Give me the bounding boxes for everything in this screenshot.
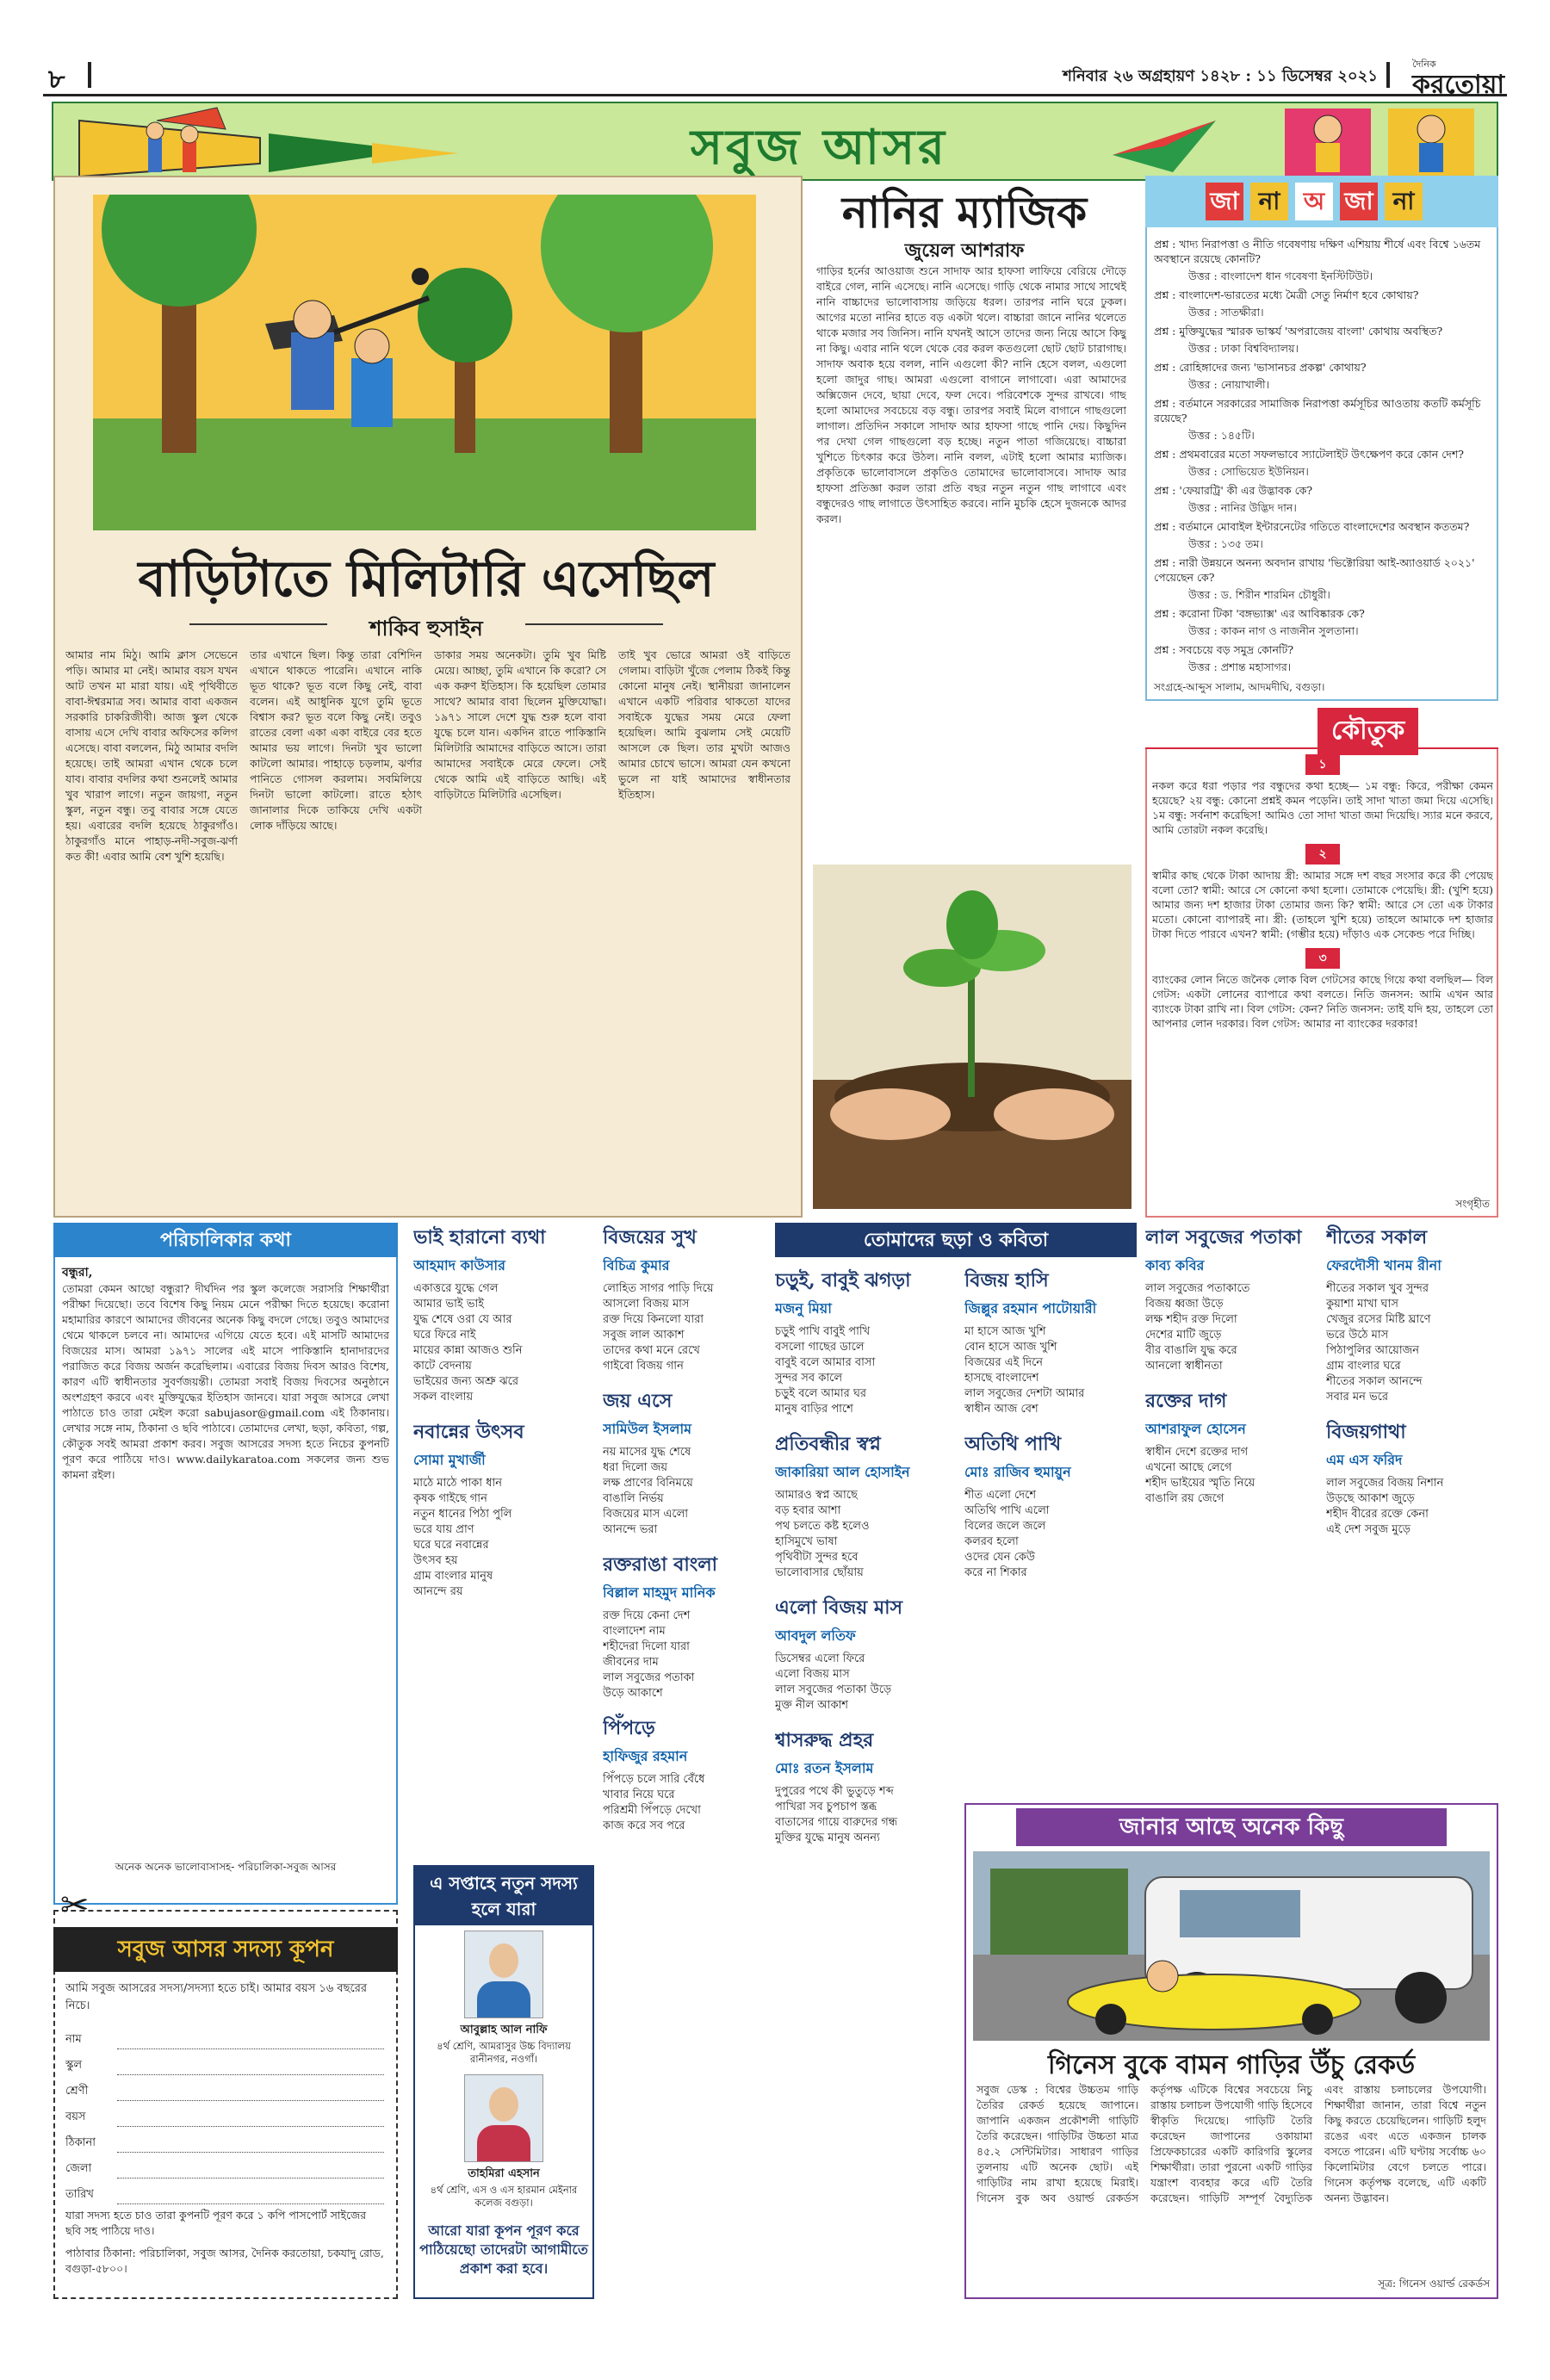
poem-author: আশরাফুল হোসেন xyxy=(1145,1421,1246,1437)
story1-author-rule-right xyxy=(525,623,663,625)
poem-title: নবান্নের উৎসব xyxy=(413,1421,524,1443)
quiz-answer: উত্তর : ঢাকা বিশ্ববিদ্যালয়। xyxy=(1188,342,1299,355)
member-name: তাহমিরা এহসান xyxy=(468,2167,540,2180)
new-members-title: এ সপ্তাহে নতুন সদস্য হলে যারা xyxy=(413,1865,594,1925)
coupon-field-line[interactable] xyxy=(117,2061,384,2075)
coupon-field-row xyxy=(65,2024,384,2049)
poems-column-4 xyxy=(964,1266,1137,1800)
page-number: ৮ xyxy=(48,65,65,95)
new-members-list xyxy=(418,1931,589,2218)
poem-title: ভাই হারানো ব্যথা xyxy=(413,1226,546,1249)
poem-author: মোঃ রতন ইসলাম xyxy=(775,1760,874,1776)
editor-note-text: তোমরা কেমন আছো বন্ধুরা? দীর্ঘদিন পর স্কুল কলেজে সরাসরি শিক্ষার্থীরা পরীক্ষা দিয়েছো। তবে বিশেষ কিছু নিয়ম মেনে পরীক্ষা দিতে হয়েছে। করোনা মহামারির কারণে আমাদের জীবনের অনেক কিছু বদলে গেছে। তবুও আমাদের থেমে থাকলে চলবে না। আমাদের এগিয়ে যেতে হবে। এই মাসটি আমাদের বিজয়ের মাস। আমরা ১৯৭১ সালের এই মাসে পাকিস্তানি হানাদারদের পরাজিত করে বিজয় অর্জন করেছিলাম। এবারের বিজয় দিবস আরও বিশেষ, কারণ এটি স্বাধীনতার সুবর্ণজয়ন্তী। তোমরা সবাই বিজয় দিবসের অনুষ্ঠানে অংশগ্রহণ করবে এবং মুক্তিযুদ্ধের ইতিহাস জানবে। যারা সবুজ আসরে লেখা পাঠাতে চাও তারা মেইল করো sabujasor@gmail.com এই ঠিকানায়। লেখার সঙ্গে নাম, ঠিকানা ও ছবি পাঠাবে। তোমাদের লেখা, ছড়া, কবিতা, গল্প, কৌতুক সবই আমরা প্রকাশ করব। সবুজ আসরের সদস্য হতে নিচের কুপনটি পূরণ করে পাঠিয়ে দাও। www.dailykaratoa.com সকলের জন্য শুভ কামনা রইল। xyxy=(62,1282,389,1481)
member-name: আবুল্লাহ আল নাফি xyxy=(460,2024,548,2036)
member-detail: ৪র্থ শ্রেণি, আমরাসুর উচ্চ বিদ্যালয় রানীনগর, নওগাঁ। xyxy=(437,2040,571,2065)
member-detail: ৪র্থ শ্রেণি, এস ও এস হারমান মেইনার কলেজ বগুড়া। xyxy=(430,2184,578,2209)
quiz-answer: উত্তর : প্রশান্ত মহাসাগর। xyxy=(1188,660,1292,673)
poem-title: বিজয়গাথা xyxy=(1326,1421,1406,1443)
joke-number: ২ xyxy=(1305,844,1340,865)
quiz-question: প্রশ্ন : বর্তমানে সরকারের সামাজিক নিরাপত্তা কর্মসূচির আওতায় কতটি কর্মসূচি রয়েছে? xyxy=(1154,397,1481,425)
story1-col3: ডাকার সময় অনেকটা। তুমি খুব মিষ্টি মেয়ে। আচ্ছা, তুমি এখানে কি করো? সে এক করুণ ইতিহাস। কি হয়েছিল তোমার সাথে? আমার বাবা ছিলেন মুক্তিযোদ্ধা। ১৯৭১ সালে দেশে যুদ্ধ শুরু হলে বাবা যুদ্ধে চলে যান। একদিন রাতে পাকিস্তানি মিলিটারি আমাদের বাড়িতে আসে। তারা আমাদের সবাইকে মেরে ফেলে। সেই থেকে আমি এই বাড়িতে আছি। এই বাড়িটাতে মিলিটারি এসেছিল। xyxy=(434,648,606,801)
poem xyxy=(775,1593,956,1714)
coupon-field-line[interactable] xyxy=(117,2190,384,2204)
jokes-title: কৌতুক xyxy=(1318,708,1418,755)
poem-lines: মা হাসে আজ খুশি বোন হাসে আজ খুশি বিজয়ের এই দিনে হাসছে বাংলাদেশ লাল সবুজের দেশটা আমার স্বাধীন আজ বেশ xyxy=(964,1325,1085,1416)
quiz-item xyxy=(1154,237,1491,283)
quiz-question: প্রশ্ন : করোনা টিকা 'বঙ্গভ্যাক্স' এর আবিষ্কারক কে? xyxy=(1154,607,1365,620)
member-photo xyxy=(464,2074,543,2162)
coupon-field-label: জেলা xyxy=(65,2162,92,2175)
joke-text: নকল করে ধরা পড়ার পর বন্ধুদের কথা হচ্ছে— ১ম বন্ধু: কিরে, পরীক্ষা কেমন হয়েছে? ২য় বন্ধু: কোনো প্রশ্নই কমন পড়েনি। তাই সাদা খাতা জমা দিয়ে এসেছি। ১ম বন্ধু: সর্বনাশ করেছিস! আমিও তো সাদা খাতা জমা দিয়েছি। স্যার মনে করবে, আমি তোরটা নকল করেছি। xyxy=(1152,779,1493,836)
coupon-field-label: বয়স xyxy=(65,2110,86,2123)
poem-title: অতিথি পাখি xyxy=(964,1433,1062,1455)
facts-headline: গিনেস বুকে বামন গাড়ির উঁচু রেকর্ড xyxy=(1047,2050,1416,2080)
poem xyxy=(775,1726,956,1846)
coupon-field-label: নাম xyxy=(65,2033,82,2046)
poem xyxy=(1145,1223,1318,1374)
story2-title: নানির ম্যাজিক xyxy=(841,187,1088,238)
sabuj-asor-banner xyxy=(52,102,1498,181)
story2-plant-photo xyxy=(813,865,1132,1209)
poem xyxy=(603,1550,766,1701)
facts-banner: জানার আছে অনেক কিছু xyxy=(1016,1808,1447,1846)
quiz-title-ja: জা xyxy=(1206,183,1243,220)
poem xyxy=(413,1417,594,1600)
quiz-answer: উত্তর : সাতক্ষীরা। xyxy=(1188,306,1264,319)
poem-lines: নয় মাসের যুদ্ধ শেষে ধরা দিলো জয় লক্ষ প্রাণের বিনিময়ে বাঙালি নির্ভয় বিজয়ের মাস এলো আনন্দে ভরা xyxy=(603,1446,693,1536)
page-header xyxy=(43,57,1507,100)
kids-illustration-right xyxy=(1268,103,1491,181)
coupon-field-line[interactable] xyxy=(117,2086,384,2101)
quiz-title-na: না xyxy=(1250,183,1288,220)
quiz-list xyxy=(1154,234,1491,682)
coupon-field-label: তারিখ xyxy=(65,2188,94,2201)
poems-column-5 xyxy=(1145,1223,1318,1877)
member-shirt xyxy=(477,1981,530,2017)
quiz-item xyxy=(1154,519,1491,551)
poem-author: ফেরদৌসী খানম রীনা xyxy=(1326,1257,1442,1274)
poems-column-6 xyxy=(1326,1223,1498,1877)
story1-author: শাকিব হুসাইন xyxy=(369,616,483,641)
editor-note-closing: অনেক অনেক ভালোবাসাসহ- পরিচালিকা-সবুজ আসর xyxy=(115,1861,337,1873)
quiz-item xyxy=(1154,447,1491,479)
poem-lines: পিঁপড়ে চলে সারি বেঁধে খাবার নিয়ে ঘরে পরিশ্রমী পিঁপড়ে দেখো কাজ করে সব পরে xyxy=(603,1773,705,1832)
quiz-item xyxy=(1154,288,1491,319)
poem-author: এম এস ফরিদ xyxy=(1326,1452,1403,1468)
coupon-field-row xyxy=(65,2049,384,2075)
poem-lines: লাল সবুজের পতাকাতে বিজয় ধ্বজা উড়ে লক্ষ শহীদ রক্ত দিলো দেশের মাটি জুড়ে বীর বাঙালি যুদ্ধ করে আনলো স্বাধীনতা xyxy=(1145,1282,1250,1373)
story1-col2: তার এখানে ছিল। কিন্তু তারা বেশিদিন এখানে থাকতে পারেনি। এখানে নাকি ভূত থাকে? ভূত বলে কিছু নেই, বাবা বলেন। এই আধুনিক যুগে তুমি ভূতে বিশ্বাস কর? ভূত বলে কিছু নেই। তবুও রাতের বেলা একা একা বাইরে বের হতে আমার ভয় লাগে। দিনটা খুব ভালো কাটলো আমার। পাহাড়ে চড়লাম, ঝর্ণার পানিতে গোসল করলাম। সবমিলিয়ে দিনটা ভালো কাটলো। রাতে হঠাৎ জানালার দিকে তাকিয়ে দেখি একটা লোক দাঁড়িয়ে আছে। xyxy=(250,648,422,832)
poem xyxy=(603,1223,766,1374)
poem-lines: শীত এলো দেশে অতিথি পাখি এলো বিলের জলে জলে কলরব হলো ওদের যেন কেউ করে না শিকার xyxy=(964,1489,1050,1579)
poem-author: জাকারিয়া আল হোসাইন xyxy=(775,1464,910,1480)
coupon-field-line[interactable] xyxy=(117,2138,384,2153)
facts-source: সূত্র: গিনেস ওয়ার্ল্ড রেকর্ডস xyxy=(1378,2278,1490,2290)
poem-author: মোঃ রাজিব হুমায়ুন xyxy=(964,1464,1071,1480)
poem-title: শীতের সকাল xyxy=(1326,1226,1428,1249)
poems-column-1 xyxy=(413,1223,594,1860)
poem-lines: আমারও স্বপ্ন আছে বড় হবার আশা পথ চলতে কষ্ট হলেও হাসিমুখে ভাষা পৃথিবীটা সুন্দর হবে ভালোবাসার ছোঁয়ায় xyxy=(775,1489,870,1579)
joke-item xyxy=(1152,844,1493,941)
jokes-header xyxy=(1145,706,1498,749)
quiz-title-ja2: জা xyxy=(1340,183,1378,220)
quiz-question: প্রশ্ন : 'ফেয়ারট্রি' কী এর উদ্ভাবক কে? xyxy=(1154,484,1313,497)
quiz-item xyxy=(1154,396,1491,443)
jokes-credit: সংগৃহীত xyxy=(1455,1198,1490,1210)
quiz-question: প্রশ্ন : রোহিঙ্গাদের জন্য 'ভাসানচর প্রকল্প' কোথায়? xyxy=(1154,361,1367,374)
coupon-field-row xyxy=(65,2101,384,2127)
facts-text: সবুজ ডেস্ক : বিশ্বের উচ্চতম গাড়ি তৈরির রেকর্ড হয়েছে জাপানে। জাপানি একজন প্রকৌশলী গাড়িটি তৈরি করেছেন। গাড়িটির উচ্চতা মাত্র ৪৫.২ সেন্টিমিটার। সাধারণ গাড়ির তুলনায় এটি অনেক ছোট। এই গাড়িটির নাম রাখা হয়েছে মিরাই। গিনেস বুক অব ওয়ার্ল্ড রেকর্ডস কর্তৃপক্ষ এটিকে বিশ্বের সবচেয়ে নিচু রাস্তায় চলাচল উপযোগী গাড়ি হিসেবে স্বীকৃতি দিয়েছে। গাড়িটি তৈরি করেছেন জাপানের ওকায়ামা প্রিফেকচারের একটি কারিগরি স্কুলের শিক্ষার্থীরা। তারা পুরনো একটি গাড়ির যন্ত্রাংশ ব্যবহার করে এটি তৈরি করেছেন। গাড়িটি সম্পূর্ণ বৈদ্যুতিক এবং রাস্তায় চলাচলের উপযোগী। শিক্ষার্থীরা জানান, তারা বিশ্বে নতুন কিছু করতে চেয়েছিলেন। গাড়িটি হলুদ রঙের এবং এতে একজন চালক বসতে পারেন। এটি ঘণ্টায় সর্বোচ্চ ৬০ কিলোমিটার বেগে চলতে পারে। গিনেস কর্তৃপক্ষ বলেছে, এটি একটি অনন্য উদ্ভাবন। xyxy=(976,2083,1486,2204)
quiz-item xyxy=(1154,483,1491,515)
poem xyxy=(775,1266,956,1417)
quiz-item xyxy=(1154,324,1491,356)
poem-title: রক্তরাঙা বাংলা xyxy=(603,1553,717,1576)
editor-note-title: পরিচালিকার কথা xyxy=(53,1223,398,1257)
story1-title: বাড়িটাতে মিলিটারি এসেছিল xyxy=(138,549,715,608)
poem-title: বিজয় হাসি xyxy=(964,1269,1049,1292)
poem-title: চড়ুই, বাবুই ঝগড়া xyxy=(775,1269,911,1292)
joke-number: ৩ xyxy=(1305,948,1340,969)
poem-title: জয় এসে xyxy=(603,1390,673,1412)
member-face xyxy=(489,2087,518,2122)
poem xyxy=(413,1223,594,1405)
coupon-field-row xyxy=(65,2075,384,2101)
story1-col4: তাই খুব ভোরে আমরা ওই বাড়িতে গেলাম। বাড়িটা খুঁজে পেলাম ঠিকই কিন্তু কোনো মানুষ নেই। স্থানীয়রা জানালেন এখানে একটি পরিবার থাকতো যাদের সবাইকে যুদ্ধের সময় মেরে ফেলা হয়েছিল। আমি বুঝলাম সেই মেয়েটি আসলে কে ছিল। তার মুখটা আজও আমার চোখে ভাসে। আমরা যেন কখনো ভুলে না যাই আমাদের স্বাধীনতার ইতিহাস। xyxy=(618,648,790,801)
paper-plane-icon xyxy=(1113,112,1216,172)
poem-author: আহমাদ কাউসার xyxy=(413,1257,505,1274)
coupon-field-label: শ্রেণী xyxy=(65,2085,89,2098)
poem-title: বিজয়ের সুখ xyxy=(603,1226,697,1249)
poem-author: সামিউল ইসলাম xyxy=(603,1421,691,1437)
poem-author: হাফিজুর রহমান xyxy=(603,1748,688,1764)
poems-column-3 xyxy=(775,1266,956,2299)
quiz-item xyxy=(1154,555,1491,602)
coupon-field-label: স্কুল xyxy=(65,2059,83,2072)
new-members-cta: আরো যারা কূপন পূরণ করে পাঠিয়েছো তাদেরটা আগামীতে প্রকাশ করা হবে। xyxy=(419,2222,588,2277)
poem-title: প্রতিবন্ধীর স্বপ্ন xyxy=(775,1433,881,1455)
poem-lines: দুপুরের পথে কী ভুতুড়ে শব্দ পাখিরা সব চুপচাপ স্তব্ধ বাতাসের গায়ে বারুদের গন্ধ মুক্তির যুদ্ধে মানুষ অনন্য xyxy=(775,1785,898,1844)
joke-text: স্বামীর কাছ থেকে টাকা আদায় স্ত্রী: আমার সঙ্গে দশ বছর সংসার করে কী পেয়েছ বলো তো? স্বামী: আরে সে কোনো কথা হলো। তোমাকে পেয়েছি। স্ত্রী: (খুশি হয়ে) আমার জন্য দশ হাজার টাকা তোমার জন্য কি? স্বামী: আরে সে তো এক টাকার মতো। কোনো ব্যাপারই না। স্ত্রী: (তাহলে খুশি হয়ে) তাহলে আমাকে দশ হাজার টাকা দিতে পারবে এখন? স্বামী: (গম্ভীর হয়ে) দাঁড়াও এক সেকেন্ড পরে দিচ্ছি। xyxy=(1152,869,1493,940)
poem-author: কাব্য কবির xyxy=(1145,1257,1205,1274)
poem-lines: শীতের সকাল খুব সুন্দর কুয়াশা মাখা ঘাস খেজুর রসের মিষ্টি ঘ্রাণে ভরে উঠে মাস পিঠাপুলির আয়োজন গ্রাম বাংলার ঘরে শীতের সকাল আনন্দে সবার মন ভরে xyxy=(1326,1282,1431,1404)
poem-lines: স্বাধীন দেশে রক্তের দাগ এখনো আছে লেগে শহীদ ভাইয়ের স্মৃতি নিয়ে বাঙালি রয় জেগে xyxy=(1145,1446,1256,1505)
quiz-answer: উত্তর : নানির উদ্ভিদ দান। xyxy=(1188,501,1297,514)
coupon-title: সবুজ আসর সদস্য কূপন xyxy=(53,1927,398,1972)
quiz-item xyxy=(1154,642,1491,674)
member-face xyxy=(489,1943,518,1978)
poem-author: বিল্লাল মাহমুদ মানিক xyxy=(603,1584,716,1601)
coupon-field-label: ঠিকানা xyxy=(65,2136,96,2149)
poem-lines: মাঠে মাঠে পাকা ধান কৃষক গাইছে গান নতুন ধানের পিঠা পুলি ভরে যায় প্রাণ ঘরে ঘরে নবান্নের উৎসব হয় গ্রাম বাংলার মানুষ আনন্দে রয় xyxy=(413,1477,512,1598)
coupon-fields xyxy=(65,2024,384,2204)
header-rule-right xyxy=(1386,62,1390,88)
story1-author-rule xyxy=(189,623,327,625)
coupon-field-row xyxy=(65,2127,384,2153)
member-card xyxy=(418,2074,589,2210)
newspaper-sub: দৈনিক xyxy=(1412,59,1436,70)
poem-author: বিচিত্র কুমার xyxy=(603,1257,670,1274)
poem-title: এলো বিজয় মাস xyxy=(775,1596,902,1619)
coupon-intro: আমি সবুজ আসরের সদস্য/সদস্যা হতে চাই। আমার বয়স ১৬ বছরের নিচে। xyxy=(65,1982,368,2012)
poem-section-title: তোমাদের ছড়া ও কবিতা xyxy=(775,1223,1137,1257)
quiz-answer: উত্তর : নোয়াখালী। xyxy=(1188,378,1270,391)
quiz-header xyxy=(1145,176,1498,227)
joke-item xyxy=(1152,948,1493,1031)
poem-lines: ডিসেম্বর এলো ফিরে এলো বিজয় মাস লাল সবুজের পতাকা উড়ে মুক্ত নীল আকাশ xyxy=(775,1652,892,1712)
quiz-answer: উত্তর : সোভিয়েত ইউনিয়ন। xyxy=(1188,465,1309,478)
story2-text: গাড়ির হর্নের আওয়াজ শুনে সাদাফ আর হাফসা লাফিয়ে বেরিয়ে দৌড়ে বাইরে গেল, নানি এসেছে। নানি এসেছে। গাড়ি থেকে নামার সাথে সাথেই নানি বাচ্চাদের ভালোবাসায় জড়িয়ে ধরল। তারপর নানি ঘরে ঢুকল। আগের মতো নানির হাতে বড় একটা থলে। বাচ্চারা জানে নানির থলেতে থাকে মজার সব জিনিস। নানি যখনই আসে তাদের জন্য নিয়ে আসে কিছু না কিছু। এবার নানি থলে থেকে বের করল কতগুলো ছোট ছোট চারাগাছ। সাদাফ অবাক হয়ে বলল, নানি এগুলো কী? নানি হেসে বলল, এগুলো হলো জাদুর গাছ। আমরা এগুলো বাগানে লাগাবো। এরা আমাদের অক্সিজেন দেবে, ছায়া দেবে, ফল দেবে। পরিবেশকে সুন্দর রাখবে। গাছ হলো আমাদের সবচেয়ে বড় বন্ধু। তারপর সবাই মিলে বাগানে গাছগুলো লাগাল। প্রতিদিন সকালে সাদাফ আর হাফসা গাছে পানি দেয়। কিছুদিন পর দেখা গেল গাছগুলো বড় হচ্ছে। নতুন পাতা গজিয়েছে। বাচ্চারা খুশিতে চিৎকার করে উঠল। নানি বলল, এটাই হলো আমার ম্যাজিক। প্রকৃতিকে ভালোবাসলে প্রকৃতিও তোমাদের ভালোবাসবে। সাদাফ আর হাফসা প্রতিজ্ঞা করল তারা প্রতি বছর নতুন নতুন গাছ লাগাবে এবং বন্ধুদেরও গাছ লাগাতে উৎসাহিত করবে। নানি মুচকি হেসে দুজনকে আদর করল। xyxy=(816,264,1126,525)
poem-author: আবদুল লতিফ xyxy=(775,1627,856,1644)
poem-lines: একাত্তরে যুদ্ধে গেল আমার ভাই ভাই যুদ্ধ শেষে ওরা যে আর ঘরে ফিরে নাই মায়ের কান্না আজও শুনি কাটে বেদনায় ভাইয়ের জন্য অশ্রু ঝরে সকল বাংলায় xyxy=(413,1282,523,1404)
poem-title: শ্বাসরুদ্ধ প্রহর xyxy=(775,1729,874,1751)
poem xyxy=(1326,1417,1498,1538)
story1-illustration xyxy=(93,195,756,530)
poem-title: রক্তের দাগ xyxy=(1145,1390,1227,1412)
quiz-answer: উত্তর : ড. শিরীন শারমিন চৌধুরী। xyxy=(1188,588,1330,601)
coupon-note2: পাঠাবার ঠিকানা: পরিচালিকা, সবুজ আসর, দৈনিক করতোয়া, চকযাদু রোড, বগুড়া-৫৮০০। xyxy=(65,2247,384,2275)
quiz-question: প্রশ্ন : খাদ্য নিরাপত্তা ও নীতি গবেষণায় দক্ষিণ এশিয়ায় শীর্ষে এবং বিশ্বে ১৬তম অবস্থানে রয়েছে কোনটি? xyxy=(1154,238,1481,265)
member-photo xyxy=(464,1931,543,2018)
poem-author: সোমা মুখার্জী xyxy=(413,1452,486,1468)
joke-number: ১ xyxy=(1305,754,1340,775)
poem xyxy=(775,1429,956,1581)
quiz-question: প্রশ্ন : নারী উন্নয়নে অনন্য অবদান রাখায় 'ভিক্টোরিয়া আই-অ্যাওয়ার্ড ২০২১' পেয়েছেন কে? xyxy=(1154,556,1475,584)
editor-note-greeting: বন্ধুরা, xyxy=(62,1266,93,1280)
poems-column-2 xyxy=(603,1223,766,2299)
poem xyxy=(1326,1223,1498,1405)
poem xyxy=(964,1429,1137,1581)
member-card xyxy=(418,1931,589,2066)
coupon-field-row xyxy=(65,2153,384,2179)
poem-lines: লাল সবুজের বিজয় নিশান উড়ছে আকাশ জুড়ে শহীদ বীরের রক্তে কেনা এই দেশ সবুজ মুড়ে xyxy=(1326,1477,1444,1536)
poem-lines: লোহিত সাগর পাড়ি দিয়ে আসলো বিজয় মাস রক্ত দিয়ে কিনলো যারা সবুজ লাল আকাশ তাদের কথা মনে রেখে গাইবো বিজয় গান xyxy=(603,1282,714,1373)
poem-lines: চড়ুই পাখি বাবুই পাখি বসলো গাছের ডালে বাবুই বলে আমার বাসা সুন্দর সব কালে চড়ুই বলে আমার ঘর মানুষ বাড়ির পাশে xyxy=(775,1325,876,1416)
poem-author: জিল্লুর রহমান পাটোয়ারী xyxy=(964,1300,1097,1317)
quiz-item xyxy=(1154,360,1491,392)
quiz-title-na2: না xyxy=(1385,183,1423,220)
quiz-answer: উত্তর : বাংলাদেশ ধান গবেষণা ইনস্টিটিউট। xyxy=(1188,270,1373,282)
joke-text: ব্যাংকের লোন নিতে জনৈক লোক বিল গেটসের কাছে গিয়ে কথা বলছিল— বিল গেটস: একটা লোনের ব্যাপারে কথা বলতে। নিতি জনসন: আমি এখন আর ব্যাংকে টাকা রাখি না। বিল গেটস: কেন? নিতি জনসন: তাই যদি হয়, তাহলে তো আপনার লোন দরকার। বিল গেটস: আমার না ব্যাংকের দরকার! xyxy=(1152,973,1493,1030)
header-rule-left xyxy=(88,62,91,88)
story1-col1: আমার নাম মিঠু। আমি ক্লাস সেভেনে পড়ি। আমার মা নেই। আমার বয়স যখন আট তখন মা মারা যায়। এই পৃথিবীতে বাবা-ঈশ্বরমাত্র সব। আমার বাবা একজন সরকারি চাকরিজীবী। আজ স্কুল থেকে বাসায় এসে দেখি বাবার অফিসের কলিগ এসেছে। বাবা বললেন, মিঠু আমার বদলি হয়েছে। তাই আমরা এখান থেকে চলে যাব। বাবার বদলির কথা শুনলেই আমার খুব খারাপ লাগে। নতুন জায়গা, নতুন স্কুল, নতুন বন্ধু। তবু বাবার সঙ্গে যেতে হয়। এবারের বদলি হয়েছে ঠাকুরগাঁও। ঠাকুরগাঁও মানে পাহাড়-নদী-সবুজ-ঝর্ণা কত কী! এবার আমি বেশ খুশি হয়েছি। xyxy=(65,648,238,863)
poem-title: পিঁপড়ে xyxy=(603,1717,655,1739)
quiz-item xyxy=(1154,606,1491,638)
quiz-title-o: অ xyxy=(1295,183,1333,220)
quiz-credit: সংগ্রহে-আব্দুস সালাম, আদমদীঘি, বগুড়া। xyxy=(1154,681,1325,693)
coupon-field-line[interactable] xyxy=(117,2164,384,2179)
poem xyxy=(1145,1386,1318,1507)
joke-item xyxy=(1152,754,1493,837)
coupon-field-line[interactable] xyxy=(117,2035,384,2049)
quiz-question: প্রশ্ন : প্রথমবারের মতো সফলভাবে স্যাটেলাইট উৎক্ষেপণ করে কোন দেশ? xyxy=(1154,448,1464,461)
quiz-answer: উত্তর : কাকন নাগ ও নাজনীন সুলতানা। xyxy=(1188,624,1359,637)
quiz-question: প্রশ্ন : মুক্তিযুদ্ধের স্মারক ভাস্কর্য 'অপরাজেয় বাংলা' কোথায় অবস্থিত? xyxy=(1154,325,1443,338)
kids-illustration-left xyxy=(53,103,484,181)
story2-author: জুয়েল আশরাফ xyxy=(904,239,1025,262)
quiz-question: প্রশ্ন : সবচেয়ে বড় সমুদ্র কোনটি? xyxy=(1154,643,1294,656)
quiz-question: প্রশ্ন : বাংলাদেশ-ভারতের মধ্যে মৈত্রী সেতু নির্মাণ হবে কোথায়? xyxy=(1154,288,1419,301)
quiz-question: প্রশ্ন : বর্তমানে মোবাইল ইন্টারনেটের গতিতে বাংলাদেশের অবস্থান কততম? xyxy=(1154,520,1470,533)
poem-author: মজনু মিয়া xyxy=(775,1300,832,1317)
newspaper-logo: করতোয়া xyxy=(1412,70,1505,100)
quiz-answer: উত্তর : ১৪৫টি। xyxy=(1188,429,1255,442)
coupon-field-row xyxy=(65,2179,384,2204)
jokes-list xyxy=(1152,754,1493,1193)
poem xyxy=(964,1266,1137,1417)
banner-title: সবুজ আসর xyxy=(691,119,948,176)
poem xyxy=(603,1386,766,1538)
mini-car-photo xyxy=(973,1851,1490,2041)
coupon-note1: যারা সদস্য হতে চাও তারা কুপনটি পূরণ করে ১ কপি পাসপোর্ট সাইজের ছবি সহ পাঠিয়ে দাও। xyxy=(65,2209,367,2237)
coupon-field-line[interactable] xyxy=(117,2112,384,2127)
poem xyxy=(603,1714,766,1834)
quiz-answer: উত্তর : ১৩৫ তম। xyxy=(1188,537,1263,550)
member-shirt xyxy=(477,2125,530,2161)
scissors-icon: ✂ xyxy=(60,1886,90,1925)
date-line: শনিবার ২৬ অগ্রহায়ণ ১৪২৮ : ১১ ডিসেম্বর ২০২১ xyxy=(1063,67,1378,85)
poem-lines: রক্ত দিয়ে কেনা দেশ বাংলাদেশ নাম শহীদেরা দিলো যারা জীবনের দাম লাল সবুজের পতাকা উড়ে আকাশে xyxy=(603,1609,695,1700)
poem-title: লাল সবুজের পতাকা xyxy=(1145,1226,1302,1249)
